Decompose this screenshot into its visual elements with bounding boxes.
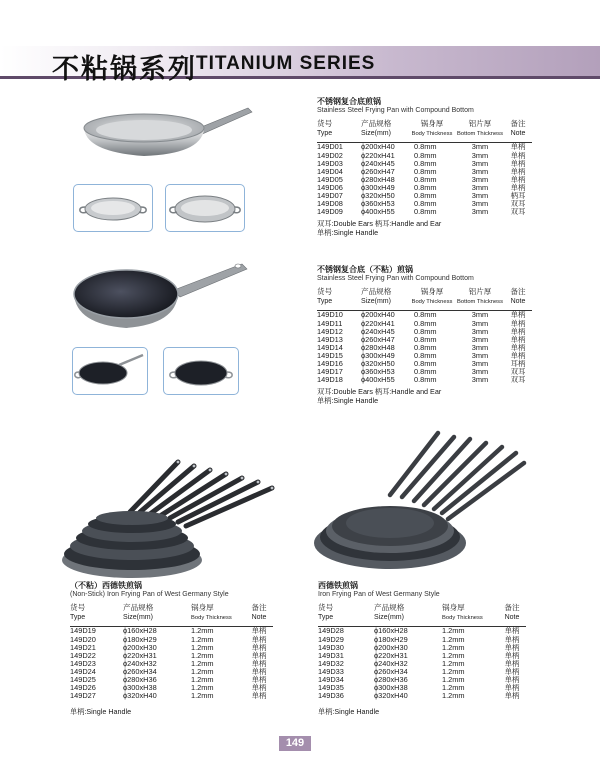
- table-cell: 3mm: [471, 158, 489, 168]
- table-cell: 3mm: [471, 150, 489, 160]
- table-cell: 0.8mm: [414, 190, 437, 200]
- table-cell: 3mm: [471, 342, 489, 352]
- spec-stainless-pan: [317, 97, 532, 237]
- table-cell: 单柄: [510, 334, 526, 344]
- nested-iron-pans-image: [310, 425, 530, 575]
- col-type-cn: 货号: [317, 287, 333, 297]
- table-cell: 0.8mm: [414, 350, 437, 360]
- table-cell: 0.8mm: [414, 326, 437, 336]
- table-cell: 1.2mm: [442, 650, 465, 660]
- table-cell: 3mm: [471, 182, 489, 192]
- section-note: 单柄:Single Handle: [318, 707, 380, 717]
- table-cell: 1.2mm: [442, 626, 465, 636]
- col-type-en: Type: [70, 614, 86, 622]
- table-cell: 149D36: [318, 691, 344, 701]
- table-cell: ϕ180xH29: [374, 634, 408, 644]
- table-cell: 双耳: [510, 375, 526, 385]
- table-cell: ϕ260xH47: [361, 334, 395, 344]
- table-cell: 149D24: [70, 666, 96, 676]
- table-cell: 3mm: [471, 207, 489, 217]
- table-cell: ϕ160xH28: [123, 626, 157, 636]
- table-cell: 1.2mm: [191, 691, 214, 701]
- col-note-en: Note: [510, 130, 526, 138]
- table-cell: ϕ260xH34: [123, 666, 157, 676]
- table-row: [318, 627, 526, 636]
- table-cell: 单柄: [510, 142, 526, 152]
- table-cell: 149D09: [317, 207, 343, 217]
- table-cell: 双耳: [510, 199, 526, 209]
- table-cell: ϕ220xH41: [361, 150, 395, 160]
- table-cell: 1.2mm: [191, 650, 214, 660]
- col-type-cn: 货号: [70, 603, 86, 613]
- table-cell: ϕ280xH48: [361, 174, 395, 184]
- table-cell: 单柄: [504, 674, 520, 684]
- table-cell: 单柄: [504, 650, 520, 660]
- table-row: [70, 644, 273, 652]
- table-cell: ϕ220xH41: [361, 318, 395, 328]
- table-cell: 149D35: [318, 683, 344, 693]
- section-note: 双耳:Double Ears 柄耳:Handle and Ear: [317, 387, 442, 397]
- table-cell: 0.8mm: [414, 334, 437, 344]
- table-cell: 149D18: [317, 375, 343, 385]
- table-cell: 1.2mm: [191, 626, 214, 636]
- table-cell: 单柄: [504, 658, 520, 668]
- col-type-en: Type: [318, 614, 334, 622]
- table-cell: 单柄: [510, 350, 526, 360]
- table-cell: 149D29: [318, 634, 344, 644]
- section-note: 单柄:Single Handle: [70, 707, 132, 717]
- col-size-en: Size(mm): [374, 614, 404, 622]
- table-cell: 149D15: [317, 350, 343, 360]
- table-cell: 0.8mm: [414, 207, 437, 217]
- table-cell: 3mm: [471, 166, 489, 176]
- table-cell: 单柄: [504, 666, 520, 676]
- table-cell: 柄耳: [510, 190, 526, 200]
- table-row: [70, 627, 273, 636]
- table-cell: 单柄: [510, 326, 526, 336]
- section-title-cn: 不锈钢复合底（不粘）煎锅: [317, 265, 413, 274]
- col-note-cn: 备注: [251, 603, 267, 613]
- section-title-cn: 不锈钢复合底煎锅: [317, 97, 381, 106]
- table-cell: 单柄: [510, 174, 526, 184]
- table-cell: ϕ220xH31: [374, 650, 408, 660]
- table-row: [70, 692, 273, 700]
- col-size-cn: 产品规格: [361, 119, 392, 129]
- table-cell: ϕ200xH40: [361, 142, 395, 152]
- table-cell: 双耳: [510, 207, 526, 217]
- col-note-cn: 备注: [510, 119, 526, 129]
- table-cell: 3mm: [471, 350, 489, 360]
- table-cell: 0.8mm: [414, 150, 437, 160]
- table-cell: 3mm: [471, 142, 489, 152]
- col-body-en: Body Thickness: [411, 131, 453, 138]
- table-cell: ϕ200xH30: [374, 642, 408, 652]
- table-cell: 0.8mm: [414, 199, 437, 209]
- table-row: [70, 652, 273, 660]
- col-note-en: Note: [504, 614, 520, 622]
- table-row: [70, 636, 273, 644]
- table-cell: 单柄: [510, 318, 526, 328]
- nested-nonstick-iron-pans-image: [60, 440, 285, 580]
- nonstick-handle-ear-thumbnail: [72, 347, 148, 395]
- table-cell: 1.2mm: [191, 634, 214, 644]
- col-body-cn: 锅身厚: [420, 287, 444, 297]
- table-cell: 149D08: [317, 199, 343, 209]
- col-type-cn: 货号: [317, 119, 333, 129]
- table-cell: 单柄: [251, 650, 267, 660]
- col-type-cn: 货号: [318, 603, 334, 613]
- table-cell: ϕ360xH53: [361, 367, 395, 377]
- col-note-cn: 备注: [504, 603, 520, 613]
- table-row: [318, 676, 526, 684]
- table-cell: 149D16: [317, 358, 343, 368]
- table-cell: 单柄: [504, 691, 520, 701]
- table-row: [318, 652, 526, 660]
- table-cell: 149D03: [317, 158, 343, 168]
- table-cell: 149D11: [317, 318, 343, 328]
- table-cell: 单柄: [251, 674, 267, 684]
- table-cell: ϕ280xH48: [361, 342, 395, 352]
- table-cell: 3mm: [471, 174, 489, 184]
- table-cell: 149D14: [317, 342, 343, 352]
- table-cell: 3mm: [471, 190, 489, 200]
- table-row: [70, 676, 273, 684]
- table-cell: 149D32: [318, 658, 344, 668]
- col-size-cn: 产品规格: [123, 603, 154, 613]
- table-cell: 149D19: [70, 626, 96, 636]
- table-cell: 单柄: [504, 642, 520, 652]
- spec-nonstick-iron-pan: [70, 581, 273, 716]
- table-cell: ϕ240xH45: [361, 326, 395, 336]
- table-cell: 单柄: [510, 166, 526, 176]
- table-cell: 1.2mm: [442, 642, 465, 652]
- table-cell: 0.8mm: [414, 310, 437, 320]
- table-cell: 单柄: [504, 626, 520, 636]
- table-row: [317, 376, 532, 384]
- table-row: [318, 668, 526, 676]
- table-cell: 149D04: [317, 166, 343, 176]
- table-cell: ϕ180xH29: [123, 634, 157, 644]
- section-title-en: Stainless Steel Frying Pan with Compound Bottom: [317, 107, 474, 115]
- table-cell: ϕ220xH31: [123, 650, 157, 660]
- section-title-cn: 西德铁煎锅: [318, 581, 358, 590]
- table-row: [318, 692, 526, 700]
- table-cell: 0.8mm: [414, 375, 437, 385]
- table-cell: 149D10: [317, 310, 343, 320]
- table-cell: 149D06: [317, 182, 343, 192]
- table-cell: 149D33: [318, 666, 344, 676]
- nonstick-double-ear-thumbnail: [163, 347, 239, 395]
- table-cell: ϕ300xH49: [361, 350, 395, 360]
- table-row: [318, 684, 526, 692]
- table-cell: 149D26: [70, 683, 96, 693]
- table-cell: 单柄: [251, 666, 267, 676]
- table-cell: 1.2mm: [442, 674, 465, 684]
- nonstick-frying-pan-image: [70, 258, 250, 338]
- col-size-en: Size(mm): [361, 298, 391, 306]
- table-cell: 149D17: [317, 367, 343, 377]
- col-type-en: Type: [317, 130, 333, 138]
- table-cell: 0.8mm: [414, 158, 437, 168]
- table-cell: ϕ260xH47: [361, 166, 395, 176]
- table-cell: 1.2mm: [191, 683, 214, 693]
- table-row: [318, 636, 526, 644]
- table-cell: ϕ400xH55: [361, 375, 395, 385]
- double-ear-pan-thumbnail: [73, 184, 153, 232]
- table-cell: 单柄: [510, 158, 526, 168]
- col-size-en: Size(mm): [123, 614, 153, 622]
- table-cell: ϕ160xH28: [374, 626, 408, 636]
- table-cell: 149D07: [317, 190, 343, 200]
- table-cell: 1.2mm: [442, 691, 465, 701]
- table-cell: 3mm: [471, 367, 489, 377]
- table-row: [317, 208, 532, 216]
- table-row: [70, 660, 273, 668]
- table-cell: 1.2mm: [191, 642, 214, 652]
- col-body-cn: 锅身厚: [191, 603, 214, 613]
- table-cell: 单柄: [251, 658, 267, 668]
- table-cell: 单柄: [251, 642, 267, 652]
- table-cell: 1.2mm: [191, 658, 214, 668]
- col-body-en: Body Thickness: [442, 615, 483, 622]
- table-row: [318, 660, 526, 668]
- table-row: [318, 644, 526, 652]
- col-size-en: Size(mm): [361, 130, 391, 138]
- section-title-en: (Non-Stick) Iron Frying Pan of West Germany Style: [70, 591, 229, 599]
- table-cell: 149D31: [318, 650, 344, 660]
- table-cell: 1.2mm: [191, 666, 214, 676]
- table-cell: ϕ300xH49: [361, 182, 395, 192]
- table-cell: 3mm: [471, 310, 489, 320]
- spec-nonstick-pan: [317, 265, 532, 405]
- col-size-cn: 产品规格: [361, 287, 392, 297]
- table-cell: ϕ280xH36: [374, 674, 408, 684]
- col-bottom-en: Bottom Thickness: [457, 299, 503, 306]
- table-cell: 单柄: [251, 626, 267, 636]
- table-cell: 1.2mm: [442, 666, 465, 676]
- table-cell: 单柄: [510, 150, 526, 160]
- section-note: 双耳:Double Ears 柄耳:Handle and Ear: [317, 219, 442, 229]
- section-title-en: Stainless Steel Frying Pan with Compound Bottom: [317, 275, 474, 283]
- table-cell: 单柄: [251, 683, 267, 693]
- table-cell: 双耳: [510, 367, 526, 377]
- table-cell: 3mm: [471, 326, 489, 336]
- table-cell: ϕ400xH55: [361, 207, 395, 217]
- col-body-en: Body Thickness: [411, 299, 453, 306]
- table-cell: 0.8mm: [414, 367, 437, 377]
- table-cell: ϕ300xH38: [123, 683, 157, 693]
- table-cell: ϕ360xH53: [361, 199, 395, 209]
- table-cell: 0.8mm: [414, 142, 437, 152]
- section-title-en: Iron Frying Pan of West Germany Style: [318, 591, 440, 599]
- table-cell: ϕ320xH40: [123, 691, 157, 701]
- table-cell: ϕ260xH34: [374, 666, 408, 676]
- table-cell: 耳柄: [510, 358, 526, 368]
- page-title-en: TITANIUM SERIES: [196, 53, 376, 74]
- page-title-cn: 不粘锅系列: [52, 54, 197, 85]
- table-cell: 单柄: [251, 691, 267, 701]
- table-cell: 3mm: [471, 199, 489, 209]
- table-cell: ϕ240xH32: [123, 658, 157, 668]
- col-bottom-cn: 铝片厚: [468, 287, 492, 297]
- table-cell: 3mm: [471, 318, 489, 328]
- table-cell: 149D01: [317, 142, 343, 152]
- table-cell: 149D12: [317, 326, 343, 336]
- spec-iron-pan: [318, 581, 526, 716]
- table-cell: 0.8mm: [414, 174, 437, 184]
- col-body-en: Body Thickness: [191, 615, 232, 622]
- table-cell: 3mm: [471, 334, 489, 344]
- table-cell: 1.2mm: [442, 634, 465, 644]
- table-cell: 149D21: [70, 642, 96, 652]
- table-cell: 149D23: [70, 658, 96, 668]
- spec-table: [317, 119, 532, 216]
- table-row: [70, 684, 273, 692]
- table-cell: 0.8mm: [414, 358, 437, 368]
- handle-ear-pan-thumbnail: [165, 184, 245, 232]
- spec-table: [318, 603, 526, 700]
- table-cell: 单柄: [510, 342, 526, 352]
- table-cell: 单柄: [251, 634, 267, 644]
- table-cell: 0.8mm: [414, 182, 437, 192]
- col-note-cn: 备注: [510, 287, 526, 297]
- table-cell: 0.8mm: [414, 342, 437, 352]
- table-cell: 3mm: [471, 375, 489, 385]
- table-cell: 149D20: [70, 634, 96, 644]
- table-cell: 149D13: [317, 334, 343, 344]
- table-cell: 单柄: [510, 310, 526, 320]
- table-cell: 单柄: [510, 182, 526, 192]
- table-cell: 149D22: [70, 650, 96, 660]
- stainless-frying-pan-image: [82, 102, 257, 170]
- col-size-cn: 产品规格: [374, 603, 405, 613]
- table-row: [70, 668, 273, 676]
- col-body-cn: 锅身厚: [442, 603, 465, 613]
- table-cell: 149D34: [318, 674, 344, 684]
- table-cell: ϕ320xH50: [361, 358, 395, 368]
- table-cell: ϕ200xH30: [123, 642, 157, 652]
- table-cell: 0.8mm: [414, 166, 437, 176]
- table-cell: 149D30: [318, 642, 344, 652]
- table-cell: ϕ300xH38: [374, 683, 408, 693]
- page-number: 149: [279, 736, 311, 751]
- table-cell: ϕ240xH45: [361, 158, 395, 168]
- table-cell: 1.2mm: [442, 658, 465, 668]
- col-note-en: Note: [510, 298, 526, 306]
- table-cell: ϕ320xH40: [374, 691, 408, 701]
- table-cell: 149D25: [70, 674, 96, 684]
- table-cell: 单柄: [504, 683, 520, 693]
- col-bottom-en: Bottom Thickness: [457, 131, 503, 138]
- table-cell: 149D02: [317, 150, 343, 160]
- table-cell: 1.2mm: [442, 683, 465, 693]
- table-cell: ϕ240xH32: [374, 658, 408, 668]
- table-cell: ϕ320xH50: [361, 190, 395, 200]
- table-cell: ϕ200xH40: [361, 310, 395, 320]
- table-cell: 3mm: [471, 358, 489, 368]
- table-cell: 1.2mm: [191, 674, 214, 684]
- table-cell: 0.8mm: [414, 318, 437, 328]
- table-cell: 149D27: [70, 691, 96, 701]
- spec-table: [70, 603, 273, 700]
- col-note-en: Note: [251, 614, 267, 622]
- section-note: 单柄:Single Handle: [317, 228, 379, 238]
- spec-table: [317, 287, 532, 384]
- section-note: 单柄:Single Handle: [317, 396, 379, 406]
- table-cell: 单柄: [504, 634, 520, 644]
- table-cell: 149D28: [318, 626, 344, 636]
- section-title-cn: （不粘）西德铁煎锅: [70, 581, 142, 590]
- col-bottom-cn: 铝片厚: [468, 119, 492, 129]
- col-type-en: Type: [317, 298, 333, 306]
- table-cell: 149D05: [317, 174, 343, 184]
- col-body-cn: 锅身厚: [420, 119, 444, 129]
- table-cell: ϕ280xH36: [123, 674, 157, 684]
